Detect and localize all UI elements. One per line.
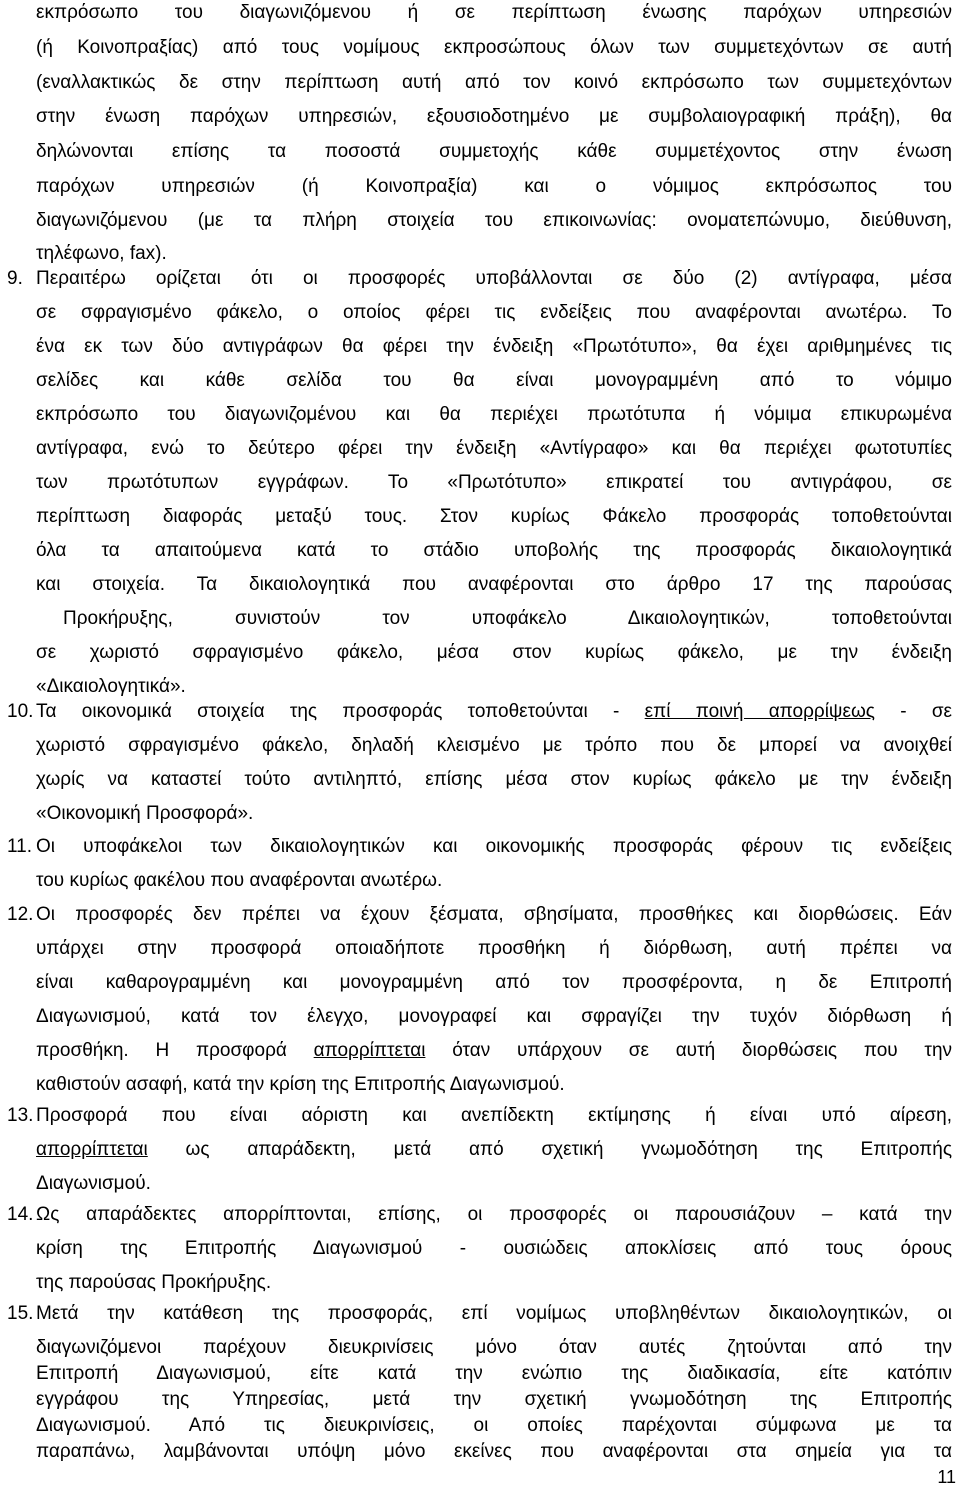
text-line: και στοιχεία. Τα δικαιολογητικά που αναφέρονται στο άρθρο 17 της παρούσας (36, 574, 952, 595)
text-segment: Τα οικονομικά στοιχεία της προσφοράς τοποθετούνται - (36, 701, 620, 722)
item-number: 9. (7, 268, 23, 289)
text-line: εκπρόσωπο του διαγωνιζόμενου ή σε περίπτωση ένωσης παρόχων υπηρεσιών (36, 2, 952, 23)
underlined-text: απορρίπτεται (313, 1040, 426, 1061)
text-line: χωριστό σφραγισμένο φάκελο, δηλαδή κλεισμένο με τρόπο που δε μπορεί να ανοιχθεί (36, 735, 952, 756)
text-line: χωρίς να καταστεί τούτο αντιληπτό, επίσης μέσα στον κυρίως φάκελο με την ένδειξη (36, 769, 952, 790)
text-line: του κυρίως φακέλου που αναφέρονται ανωτέρω. (36, 870, 443, 891)
text-line: στην ένωση παρόχων υπηρεσιών, εξουσιοδοτημένο με συμβολαιογραφική πράξη), θα (36, 106, 952, 127)
item-number: 12. (7, 904, 34, 925)
item-number: 10. (7, 701, 34, 722)
text-line: όλα τα απαιτούμενα κατά το στάδιο υποβολής της προσφοράς δικαιολογητικά (36, 540, 952, 561)
text-line: Επιτροπή Διαγωνισμού, είτε κατά την ενώπιο της διαδικασία, είτε κατόπιν (36, 1363, 952, 1384)
text-line: Προσφορά που είναι αόριστη και ανεπίδεκτη εκτίμησης ή είναι υπό αίρεση, (36, 1105, 952, 1126)
text-line: περίπτωση διαφοράς μεταξύ τους. Στον κυρίως Φάκελο προσφοράς τοποθετούνται (36, 506, 952, 527)
text-line: εκπρόσωπο του διαγωνιζομένου και θα περιέχει πρωτότυπα ή νόμιμα επικυρωμένα (36, 404, 952, 425)
text-line: Διαγωνισμού, κατά τον έλεγχο, μονογραφεί και σφραγίζει την τυχόν διόρθωση ή (36, 1006, 952, 1027)
text-line: των πρωτότυπων εγγράφων. Το «Πρωτότυπο» επικρατεί του αντιγράφου, σε (36, 472, 952, 493)
text-line: Διαγωνισμού. (36, 1173, 151, 1194)
text-segment: προσθήκη. Η προσφορά (36, 1040, 287, 1061)
text-line: Διαγωνισμού. Από τις διευκρινίσεις, οι οποίες παρέχονται σύμφωνα με τα (36, 1415, 952, 1436)
text-line: κρίση της Επιτροπής Διαγωνισμού - ουσιώδεις αποκλίσεις από τους όρους (36, 1238, 952, 1259)
text-line: σελίδες και κάθε σελίδα του θα είναι μονογραμμένη από το νόμιμο (36, 370, 952, 391)
text-segment: ως απαράδεκτη, μετά από σχετική γνωμοδότηση της Επιτροπής (185, 1139, 953, 1160)
text-line: καθιστούν ασαφή, κατά την κρίση της Επιτροπής Διαγωνισμού. (36, 1074, 565, 1095)
text-line: (εναλλακτικώς δε στην περίπτωση αυτή από τον κοινό εκπρόσωπο των συμμετεχόντων (36, 72, 952, 93)
text-line: είναι καθαρογραμμένη και μονογραμμένη από τον προσφέροντα, η δε Επιτροπή (36, 972, 952, 993)
text-line: της παρούσας Προκήρυξης. (36, 1272, 272, 1293)
text-line: Οι προσφορές δεν πρέπει να έχουν ξέσματα, σβησίματα, προσθήκες και διορθώσεις. Εάν (36, 904, 952, 925)
item-number: 11. (7, 836, 33, 857)
text-segment: όταν υπάρχουν σε αυτή διορθώσεις που την (452, 1040, 953, 1061)
text-line: εγγράφου της Υπηρεσίας, μετά την σχετική γνωμοδότηση της Επιτροπής (36, 1389, 952, 1410)
text-line: «Δικαιολογητικά». (36, 676, 186, 697)
underlined-text: επί ποινή απορρίψεως (644, 701, 875, 722)
text-line: αντίγραφα, ενώ το δεύτερο φέρει την ένδειξη «Αντίγραφο» και θα περιέχει φωτοτυπίες (36, 438, 952, 459)
text-line: παραπάνω, λαμβάνονται υπόψη μόνο εκείνες που αναφέρονται στα σημεία για τα (36, 1441, 952, 1462)
text-line: σε χωριστό σφραγισμένο φάκελο, μέσα στον κυρίως φάκελο, με την ένδειξη (36, 642, 952, 663)
text-line: Οι υποφάκελοι των δικαιολογητικών και οικονομικής προσφοράς φέρουν τις ενδείξεις (36, 836, 952, 857)
text-line: Περαιτέρω ορίζεται ότι οι προσφορές υποβάλλονται σε δύο (2) αντίγραφα, μέσα (36, 268, 952, 289)
text-line: Προκήρυξης, συνιστούν τον υποφάκελο Δικαιολογητικών, τοποθετούνται (63, 608, 952, 629)
text-line: υπάρχει στην προσφορά οποιαδήποτε προσθήκη ή διόρθωση, αυτή πρέπει να (36, 938, 952, 959)
text-line: διαγωνιζόμενου (με τα πλήρη στοιχεία του επικοινωνίας: ονοματεπώνυμο, διεύθυνση, (36, 210, 952, 231)
text-line: Μετά την κατάθεση της προσφοράς, επί νομίμως υποβληθέντων δικαιολογητικών, οι (36, 1303, 952, 1324)
item-number: 15. (7, 1303, 34, 1324)
item-number: 14. (7, 1204, 34, 1225)
text-line: ένα εκ των δύο αντιγράφων θα φέρει την ένδειξη «Πρωτότυπο», θα έχει αριθμημένες τις (36, 336, 952, 357)
text-line (36, 1040, 952, 1062)
text-line (36, 701, 952, 723)
item-number: 13. (7, 1105, 34, 1126)
text-line: δηλώνονται επίσης τα ποσοστά συμμετοχής κάθε συμμετέχοντος στην ένωση (36, 141, 952, 162)
text-line: «Οικονομική Προσφορά». (36, 803, 254, 824)
text-line: Ως απαράδεκτες απορρίπτονται, επίσης, οι προσφορές οι παρουσιάζουν – κατά την (36, 1204, 952, 1225)
text-line: διαγωνιζόμενοι παρέχουν διευκρινίσεις μόνο όταν αυτές ζητούνται από την (36, 1337, 952, 1358)
underlined-text: απορρίπτεται (36, 1139, 148, 1160)
text-line: σε σφραγισμένο φάκελο, ο οποίος φέρει τις ενδείξεις που αναφέρονται ανωτέρω. Το (36, 302, 952, 323)
page-number: 11 (937, 1467, 956, 1487)
text-line: (ή Κοινοπραξίας) από τους νομίμους εκπροσώπους όλων των συμμετεχόντων σε αυτή (36, 37, 952, 58)
text-segment: - σε (900, 701, 953, 722)
text-line: τηλέφωνο, fax). (36, 243, 167, 264)
text-line (36, 1139, 952, 1161)
text-line: παρόχων υπηρεσιών (ή Κοινοπραξία) και ο νόμιμος εκπρόσωπος του (36, 176, 952, 197)
